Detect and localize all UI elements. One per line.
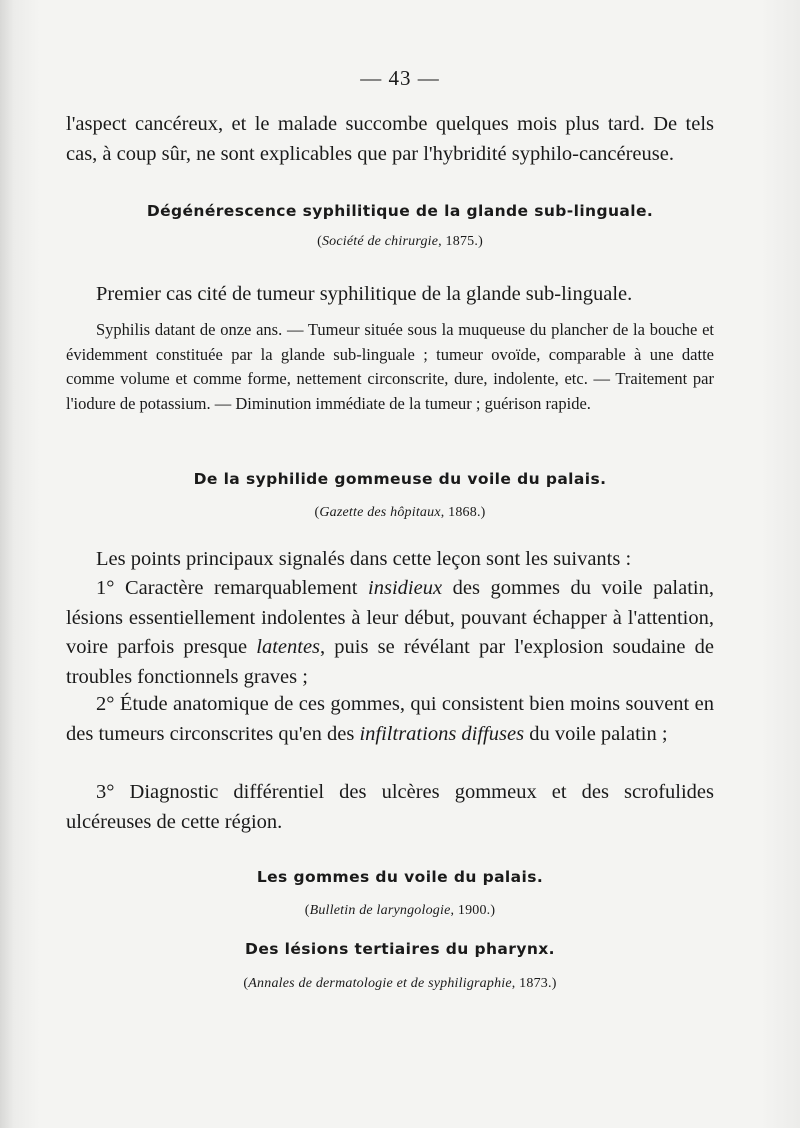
section-source-sublinguale: (Société de chirurgie, 1875.) bbox=[317, 234, 483, 249]
source-year: , 1868. bbox=[440, 505, 481, 520]
point-emphasis: latentes bbox=[256, 636, 321, 658]
point-1 bbox=[66, 574, 714, 692]
point-text: , puis se révélant par l'explosion soudaine de troubles fonctionnels graves ; bbox=[66, 636, 714, 688]
continuation-paragraph: l'aspect cancéreux, et le malade succombe quelques mois plus tard. De tels cas, à coup sûr, ne sont explicables que par l'hybridité syphilo-cancéreuse. bbox=[66, 113, 714, 165]
source-journal: Annales de dermatologie et de syphiligraphie bbox=[248, 976, 512, 991]
case-description: Syphilis datant de onze ans. — Tumeur située sous la muqueuse du plancher de la bouche et évidemment constituée par la glande sub-linguale ; tumeur ovoïde, comparable à une datte comme volume et comme forme, nettement circonscrite, dure, indolente, etc. — Traitement par l'iodure de potassium. — Diminution immédiate de la tumeur ; guérison rapide. bbox=[66, 320, 714, 413]
section-title-sublinguale: Dégénérescence syphilitique de la glande sub-linguale. bbox=[146, 202, 654, 220]
section-source-pharynx: (Annales de dermatologie et de syphiligraphie, 1873.) bbox=[243, 976, 557, 991]
source-year: , 1873. bbox=[511, 976, 552, 991]
source-year: , 1875. bbox=[438, 234, 479, 249]
point-emphasis: infiltrations diffuses bbox=[359, 722, 525, 745]
section-title-syphilide: De la syphilide gommeuse du voile du palais. bbox=[193, 470, 607, 488]
point-2 bbox=[66, 690, 714, 749]
point-emphasis: insidieux bbox=[368, 577, 443, 599]
point-text: 1° Caractère remarquablement bbox=[96, 577, 369, 599]
source-journal: Bulletin de laryngologie bbox=[309, 903, 451, 918]
lead-sentence: Premier cas cité de tumeur syphilitique de la glande sub-linguale. bbox=[96, 283, 633, 305]
page-number: — 43 — bbox=[360, 66, 440, 90]
point-text: 2° Étude anatomique de ces gommes, qui consistent bien moins souvent en des tumeurs circonscrites qu'en des bbox=[66, 693, 714, 745]
point-3: 3° Diagnostic différentiel des ulcères gommeux et des scrofulides ulcéreuses de cette région. bbox=[66, 781, 714, 833]
section-title-gommes: Les gommes du voile du palais. bbox=[256, 868, 544, 886]
point-text: des gommes du voile palatin, lésions essentiellement indolentes à leur début, pouvant échapper à l'attention, voire parfois presque bbox=[66, 577, 714, 658]
source-journal: Gazette des hôpitaux bbox=[319, 505, 441, 520]
section-source-gommes: (Bulletin de laryngologie, 1900.) bbox=[304, 903, 496, 918]
point-text: du voile palatin ; bbox=[524, 722, 668, 745]
section-title-pharynx: Des lésions tertiaires du pharynx. bbox=[245, 940, 555, 958]
source-year: , 1900. bbox=[450, 903, 491, 918]
points-intro: Les points principaux signalés dans cette leçon sont les suivants : bbox=[96, 548, 632, 570]
section-source-syphilide: (Gazette des hôpitaux, 1868.) bbox=[314, 505, 486, 520]
source-journal: Société de chirurgie bbox=[321, 234, 439, 249]
